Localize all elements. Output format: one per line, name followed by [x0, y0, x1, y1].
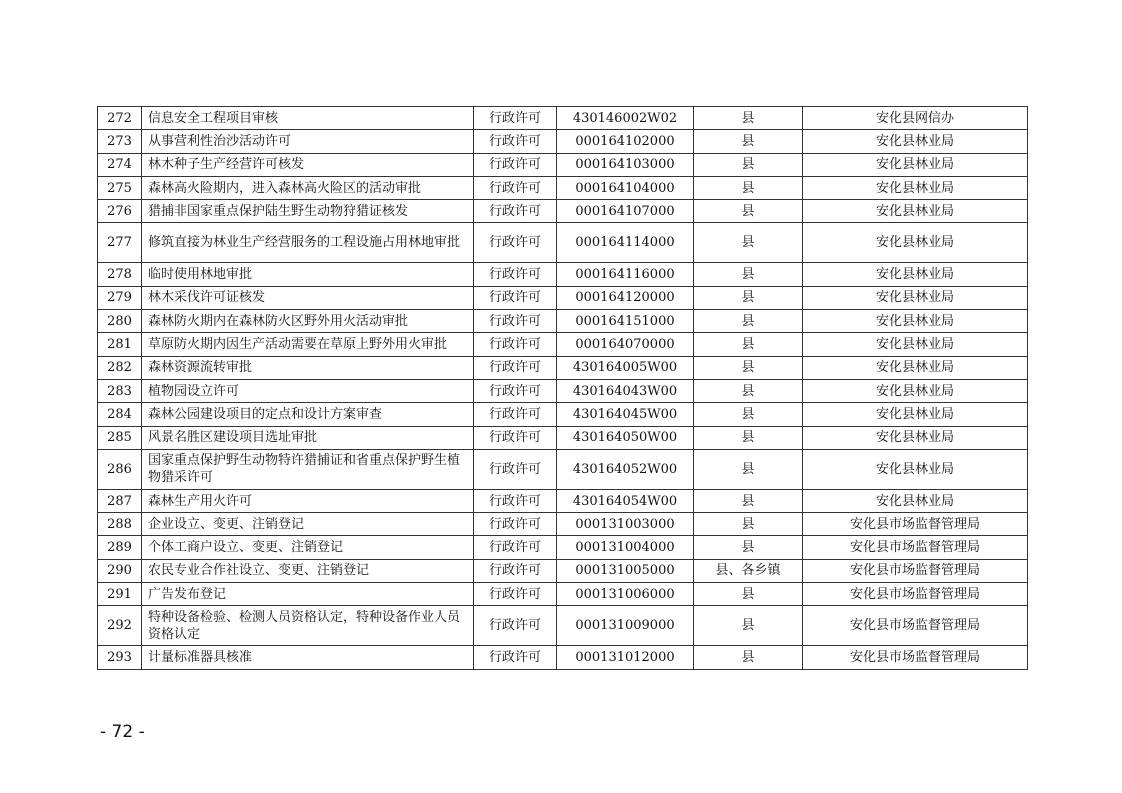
item-name-cell: 农民专业合作社设立、变更、注销登记 [142, 559, 474, 582]
item-number-cell: 290 [98, 559, 142, 582]
item-level-cell: 县 [694, 426, 803, 449]
item-code-cell: 430164005W00 [557, 356, 694, 379]
item-type-cell: 行政许可 [474, 379, 557, 402]
item-department-cell: 安化县市场监督管理局 [803, 583, 1028, 606]
item-department-cell: 安化县市场监督管理局 [803, 606, 1028, 646]
item-level-cell: 县 [694, 449, 803, 489]
item-type-cell: 行政许可 [474, 286, 557, 309]
item-number-cell: 291 [98, 583, 142, 606]
item-type-cell: 行政许可 [474, 449, 557, 489]
item-department-cell: 安化县林业局 [803, 310, 1028, 333]
item-code-cell: 000164102000 [557, 130, 694, 153]
item-code-cell: 000164120000 [557, 286, 694, 309]
item-code-cell: 000164151000 [557, 310, 694, 333]
item-type-cell: 行政许可 [474, 513, 557, 536]
item-number-cell: 275 [98, 176, 142, 199]
item-number-cell: 283 [98, 379, 142, 402]
item-name-cell: 修筑直接为林业生产经营服务的工程设施占用林地审批 [142, 223, 474, 263]
item-code-cell: 000164070000 [557, 333, 694, 356]
item-type-cell: 行政许可 [474, 223, 557, 263]
table-row [98, 606, 1028, 646]
item-department-cell: 安化县林业局 [803, 333, 1028, 356]
item-code-cell: 000131003000 [557, 513, 694, 536]
item-number-cell: 280 [98, 310, 142, 333]
table-row [98, 646, 1028, 669]
table-row [98, 153, 1028, 176]
table-row [98, 489, 1028, 512]
item-code-cell: 000131009000 [557, 606, 694, 646]
item-code-cell: 000131012000 [557, 646, 694, 669]
item-department-cell: 安化县市场监督管理局 [803, 559, 1028, 582]
item-department-cell: 安化县市场监督管理局 [803, 513, 1028, 536]
item-type-cell: 行政许可 [474, 583, 557, 606]
item-list-sheet [97, 106, 1027, 670]
item-code-cell: 000164116000 [557, 263, 694, 286]
item-type-cell: 行政许可 [474, 606, 557, 646]
item-type-cell: 行政许可 [474, 646, 557, 669]
item-department-cell: 安化县林业局 [803, 176, 1028, 199]
item-number-cell: 278 [98, 263, 142, 286]
table-row [98, 310, 1028, 333]
item-name-cell: 森林生产用火许可 [142, 489, 474, 512]
item-code-cell: 430164043W00 [557, 379, 694, 402]
item-name-cell: 猎捕非国家重点保护陆生野生动物狩猎证核发 [142, 200, 474, 223]
item-level-cell: 县 [694, 263, 803, 286]
item-name-cell: 风景名胜区建设项目选址审批 [142, 426, 474, 449]
table-row [98, 176, 1028, 199]
item-code-cell: 430146002W02 [557, 107, 694, 130]
item-number-cell: 281 [98, 333, 142, 356]
item-department-cell: 安化县林业局 [803, 403, 1028, 426]
table-row [98, 559, 1028, 582]
item-type-cell: 行政许可 [474, 263, 557, 286]
table-body [98, 107, 1028, 670]
item-department-cell: 安化县林业局 [803, 426, 1028, 449]
item-department-cell: 安化县林业局 [803, 263, 1028, 286]
item-type-cell: 行政许可 [474, 403, 557, 426]
item-number-cell: 289 [98, 536, 142, 559]
item-level-cell: 县 [694, 130, 803, 153]
item-level-cell: 县 [694, 223, 803, 263]
item-number-cell: 286 [98, 449, 142, 489]
table-row [98, 356, 1028, 379]
table-row [98, 286, 1028, 309]
item-department-cell: 安化县林业局 [803, 449, 1028, 489]
item-type-cell: 行政许可 [474, 310, 557, 333]
item-code-cell: 000131006000 [557, 583, 694, 606]
item-number-cell: 273 [98, 130, 142, 153]
item-type-cell: 行政许可 [474, 536, 557, 559]
item-level-cell: 县 [694, 176, 803, 199]
table-row [98, 449, 1028, 489]
table-row [98, 426, 1028, 449]
item-code-cell: 430164050W00 [557, 426, 694, 449]
administrative-permit-table [97, 106, 1028, 670]
item-level-cell: 县 [694, 646, 803, 669]
table-row [98, 379, 1028, 402]
item-level-cell: 县 [694, 379, 803, 402]
item-number-cell: 292 [98, 606, 142, 646]
item-name-cell: 植物园设立许可 [142, 379, 474, 402]
item-type-cell: 行政许可 [474, 107, 557, 130]
table-row [98, 513, 1028, 536]
item-department-cell: 安化县林业局 [803, 379, 1028, 402]
item-type-cell: 行政许可 [474, 426, 557, 449]
item-level-cell: 县 [694, 489, 803, 512]
item-name-cell: 森林防火期内在森林防火区野外用火活动审批 [142, 310, 474, 333]
item-name-cell: 信息安全工程项目审核 [142, 107, 474, 130]
item-number-cell: 282 [98, 356, 142, 379]
table-row [98, 583, 1028, 606]
table-row [98, 333, 1028, 356]
item-department-cell: 安化县林业局 [803, 200, 1028, 223]
item-level-cell: 县 [694, 606, 803, 646]
item-level-cell: 县 [694, 286, 803, 309]
table-row [98, 263, 1028, 286]
item-type-cell: 行政许可 [474, 200, 557, 223]
item-department-cell: 安化县林业局 [803, 223, 1028, 263]
item-number-cell: 284 [98, 403, 142, 426]
table-row [98, 107, 1028, 130]
item-name-cell: 广告发布登记 [142, 583, 474, 606]
item-type-cell: 行政许可 [474, 356, 557, 379]
item-number-cell: 287 [98, 489, 142, 512]
item-name-cell: 林木种子生产经营许可核发 [142, 153, 474, 176]
item-department-cell: 安化县林业局 [803, 153, 1028, 176]
item-number-cell: 288 [98, 513, 142, 536]
item-level-cell: 县 [694, 583, 803, 606]
item-name-cell: 森林公园建设项目的定点和设计方案审查 [142, 403, 474, 426]
item-number-cell: 276 [98, 200, 142, 223]
item-number-cell: 285 [98, 426, 142, 449]
table-row [98, 223, 1028, 263]
item-department-cell: 安化县市场监督管理局 [803, 536, 1028, 559]
item-code-cell: 000131004000 [557, 536, 694, 559]
item-name-cell: 临时使用林地审批 [142, 263, 474, 286]
item-code-cell: 430164052W00 [557, 449, 694, 489]
item-code-cell: 000164107000 [557, 200, 694, 223]
item-name-cell: 企业设立、变更、注销登记 [142, 513, 474, 536]
item-name-cell: 草原防火期内因生产活动需要在草原上野外用火审批 [142, 333, 474, 356]
item-name-cell: 国家重点保护野生动物特许猎捕证和省重点保护野生植物猎采许可 [142, 449, 474, 489]
item-number-cell: 277 [98, 223, 142, 263]
item-type-cell: 行政许可 [474, 153, 557, 176]
item-department-cell: 安化县林业局 [803, 130, 1028, 153]
table-row [98, 130, 1028, 153]
item-code-cell: 000164104000 [557, 176, 694, 199]
item-name-cell: 林木采伐许可证核发 [142, 286, 474, 309]
item-department-cell: 安化县市场监督管理局 [803, 646, 1028, 669]
item-type-cell: 行政许可 [474, 176, 557, 199]
table-row [98, 200, 1028, 223]
item-type-cell: 行政许可 [474, 130, 557, 153]
table-row [98, 403, 1028, 426]
item-level-cell: 县 [694, 153, 803, 176]
item-level-cell: 县 [694, 403, 803, 426]
item-code-cell: 430164045W00 [557, 403, 694, 426]
item-department-cell: 安化县网信办 [803, 107, 1028, 130]
item-number-cell: 279 [98, 286, 142, 309]
item-level-cell: 县 [694, 536, 803, 559]
item-level-cell: 县、各乡镇 [694, 559, 803, 582]
item-name-cell: 计量标准器具核准 [142, 646, 474, 669]
item-type-cell: 行政许可 [474, 333, 557, 356]
item-department-cell: 安化县林业局 [803, 489, 1028, 512]
item-level-cell: 县 [694, 200, 803, 223]
item-name-cell: 特种设备检验、检测人员资格认定，特种设备作业人员资格认定 [142, 606, 474, 646]
item-name-cell: 森林高火险期内，进入森林高火险区的活动审批 [142, 176, 474, 199]
item-code-cell: 000164103000 [557, 153, 694, 176]
item-type-cell: 行政许可 [474, 559, 557, 582]
item-name-cell: 从事营利性治沙活动许可 [142, 130, 474, 153]
item-name-cell: 个体工商户设立、变更、注销登记 [142, 536, 474, 559]
table-row [98, 536, 1028, 559]
item-level-cell: 县 [694, 513, 803, 536]
item-level-cell: 县 [694, 333, 803, 356]
item-level-cell: 县 [694, 107, 803, 130]
item-department-cell: 安化县林业局 [803, 356, 1028, 379]
item-department-cell: 安化县林业局 [803, 286, 1028, 309]
item-number-cell: 293 [98, 646, 142, 669]
item-type-cell: 行政许可 [474, 489, 557, 512]
item-code-cell: 000164114000 [557, 223, 694, 263]
item-name-cell: 森林资源流转审批 [142, 356, 474, 379]
item-number-cell: 272 [98, 107, 142, 130]
item-code-cell: 000131005000 [557, 559, 694, 582]
item-level-cell: 县 [694, 310, 803, 333]
page-number: - 72 - [100, 722, 145, 742]
item-level-cell: 县 [694, 356, 803, 379]
item-number-cell: 274 [98, 153, 142, 176]
item-code-cell: 430164054W00 [557, 489, 694, 512]
